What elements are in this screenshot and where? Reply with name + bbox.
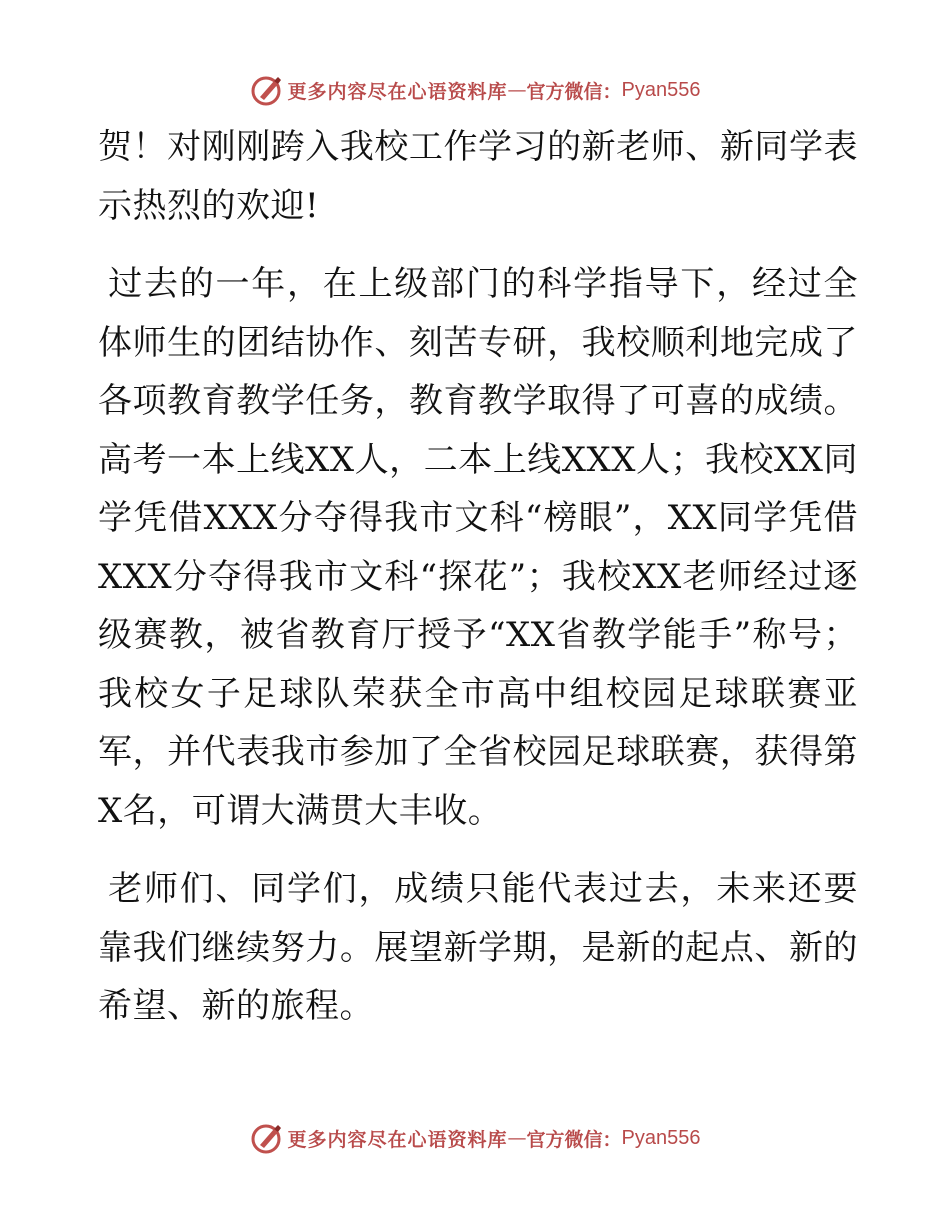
watermark-text: 更多内容尽在心语资料库 bbox=[287, 1128, 508, 1151]
pen-logo-icon bbox=[250, 73, 284, 107]
header-watermark bbox=[0, 70, 950, 110]
paragraph-1: 贺！对刚刚跨入我校工作学习的新老师、新同学表示热烈的欢迎! bbox=[98, 127, 858, 226]
watermark-label: 官方微信： bbox=[526, 80, 622, 103]
paragraph-2: 过去的一年，在上级部门的科学指导下，经过全体师生的团结协作、刻苦专研，我校顺利地完成了各项教育教学任务，教育教学取得了可喜的成绩。高考一本上线XX人，二本上线XXX人；我校XX同学凭借XXX分夺得我市文科“榜眼”，XX同学凭借XXX分夺得我市文科“探花”；我校XX老师经过逐级赛教，被省教育厅授予“XX省教学能手”称号；我校女子足球队荣获全市高中组校园足球联赛亚军，并代表我市参加了全省校园足球联赛，获得第X名，可谓大满贯大丰收。 bbox=[98, 264, 858, 831]
document-body bbox=[98, 118, 858, 1036]
paragraph-3: 老师们、同学们，成绩只能代表过去，未来还要靠我们继续努力。展望新学期，是新的起点、新的希望、新的旅程。 bbox=[98, 869, 858, 1026]
footer-watermark bbox=[0, 1118, 950, 1158]
watermark-separator: — bbox=[507, 79, 527, 101]
watermark-text: 更多内容尽在心语资料库 bbox=[287, 80, 508, 103]
watermark-id: Pyan556 bbox=[621, 1126, 701, 1149]
watermark-id: Pyan556 bbox=[621, 78, 701, 101]
watermark-separator: — bbox=[507, 1127, 527, 1149]
watermark-label: 官方微信： bbox=[526, 1128, 622, 1151]
pen-logo-icon bbox=[250, 1121, 284, 1155]
